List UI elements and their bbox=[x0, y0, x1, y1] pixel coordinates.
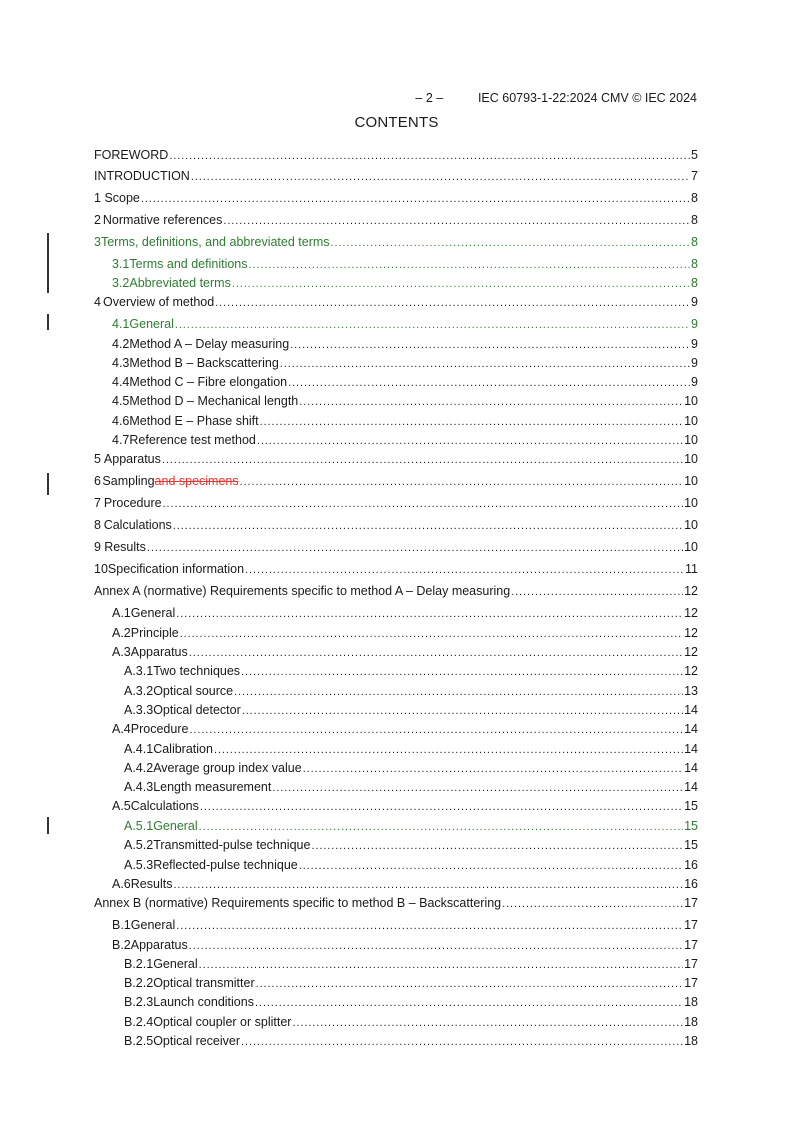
dot-leader bbox=[173, 519, 683, 533]
dot-leader bbox=[272, 781, 683, 795]
toc-entry-number: A.3.2 bbox=[124, 684, 154, 698]
toc-entry-page: 8 bbox=[691, 257, 698, 271]
dot-leader bbox=[260, 415, 683, 429]
toc-entry-title: Optical source bbox=[153, 684, 234, 698]
toc-entry-page: 8 bbox=[691, 235, 698, 249]
toc-entry[interactable] bbox=[94, 1014, 698, 1030]
dot-leader bbox=[299, 395, 683, 409]
toc-entry-number: A.3.3 bbox=[124, 703, 154, 717]
dot-leader bbox=[214, 743, 683, 757]
dot-leader bbox=[290, 338, 690, 352]
toc-entry-title: Normative references bbox=[102, 213, 223, 227]
toc-entry-number: 1 bbox=[94, 191, 101, 205]
change-bar bbox=[47, 314, 49, 330]
toc-entry-number: 10 bbox=[94, 562, 108, 576]
dot-leader bbox=[502, 897, 683, 911]
toc-entry-number: 5 bbox=[94, 452, 101, 466]
toc-entry[interactable] bbox=[94, 683, 698, 699]
toc-entry[interactable] bbox=[94, 760, 698, 776]
toc-entry-page: 10 bbox=[684, 518, 698, 532]
toc-entry-title: Method C – Fibre elongation bbox=[129, 375, 288, 389]
toc-entry-number: A.5 bbox=[112, 799, 131, 813]
toc-entry-page: 8 bbox=[691, 213, 698, 227]
toc-entry[interactable] bbox=[94, 937, 698, 953]
toc-entry-title: Optical receiver bbox=[153, 1034, 241, 1048]
toc-entry-page: 8 bbox=[691, 276, 698, 290]
toc-entry-number: 3 bbox=[94, 235, 101, 249]
toc-entry-number: B.1 bbox=[112, 918, 131, 932]
toc-entry-title: Optical coupler or splitter bbox=[153, 1015, 292, 1029]
toc-entry[interactable] bbox=[94, 702, 698, 718]
toc-entry[interactable] bbox=[94, 234, 698, 250]
toc-entry-number: A.4 bbox=[112, 722, 131, 736]
toc-entry-number: A.5.3 bbox=[124, 858, 154, 872]
toc-entry-page: 14 bbox=[684, 703, 698, 717]
toc-entry-title: Annex A (normative) Requirements specific to method A – Delay measuring bbox=[94, 584, 511, 598]
toc-entry-title: Reference test method bbox=[129, 433, 256, 447]
dot-leader bbox=[299, 859, 683, 873]
toc-entry[interactable] bbox=[94, 212, 698, 228]
toc-entry-number: 4.2 bbox=[112, 337, 130, 351]
toc-entry[interactable] bbox=[94, 393, 698, 409]
toc-entry[interactable] bbox=[94, 663, 698, 679]
dot-leader bbox=[331, 236, 691, 250]
toc-entry-title: Method A – Delay measuring bbox=[129, 337, 290, 351]
toc-entry[interactable] bbox=[94, 294, 698, 310]
toc-entry-title: Specification information bbox=[107, 562, 245, 576]
toc-entry-number: 8 bbox=[94, 518, 101, 532]
toc-entry-number: A.4.2 bbox=[124, 761, 154, 775]
table-of-contents bbox=[94, 0, 698, 1122]
dot-leader bbox=[256, 977, 683, 991]
toc-entry-number: B.2.4 bbox=[124, 1015, 154, 1029]
toc-entry[interactable] bbox=[94, 539, 698, 555]
toc-entry[interactable] bbox=[94, 275, 698, 291]
toc-entry-title: Procedure bbox=[103, 496, 162, 510]
toc-entry-number: 4.3 bbox=[112, 356, 130, 370]
dot-leader bbox=[292, 1016, 683, 1030]
toc-entry[interactable] bbox=[94, 994, 698, 1010]
dot-leader bbox=[189, 939, 683, 953]
dot-leader bbox=[241, 665, 683, 679]
toc-entry-number: 4.4 bbox=[112, 375, 130, 389]
dot-leader bbox=[234, 685, 683, 699]
toc-entry-title: Optical transmitter bbox=[153, 976, 255, 990]
change-bar bbox=[47, 233, 49, 293]
document-id: IEC 60793-1-22:2024 CMV © IEC 2024 bbox=[477, 91, 697, 105]
dot-leader bbox=[249, 258, 691, 272]
toc-entry[interactable] bbox=[94, 583, 698, 599]
deleted-text: and specimens bbox=[154, 474, 239, 488]
toc-entry-page: 10 bbox=[684, 540, 698, 554]
toc-entry-title: Annex B (normative) Requirements specific to method B – Backscattering bbox=[94, 896, 502, 910]
toc-entry-page: 9 bbox=[691, 295, 698, 309]
toc-entry-page: 18 bbox=[684, 1015, 698, 1029]
dot-leader bbox=[223, 214, 690, 228]
toc-entry-page: 9 bbox=[691, 337, 698, 351]
toc-entry[interactable] bbox=[94, 876, 698, 892]
toc-entry-title: Calculations bbox=[103, 518, 172, 532]
toc-entry-page: 15 bbox=[684, 838, 698, 852]
toc-entry-page: 12 bbox=[684, 664, 698, 678]
toc-entry[interactable] bbox=[94, 625, 698, 641]
page-number: – 2 – bbox=[415, 91, 444, 105]
dot-leader bbox=[189, 646, 683, 660]
toc-entry-number: A.3.1 bbox=[124, 664, 154, 678]
toc-entry[interactable] bbox=[94, 355, 698, 371]
dot-leader bbox=[280, 357, 690, 371]
toc-entry-page: 17 bbox=[684, 976, 698, 990]
toc-entry-page: 15 bbox=[684, 799, 698, 813]
toc-entry-title: Principle bbox=[130, 626, 179, 640]
toc-entry[interactable] bbox=[94, 644, 698, 660]
toc-entry-number: B.2.3 bbox=[124, 995, 154, 1009]
toc-entry-title: Method D – Mechanical length bbox=[129, 394, 299, 408]
toc-entry-title: Two techniques bbox=[153, 664, 241, 678]
toc-entry[interactable] bbox=[94, 374, 698, 390]
toc-entry-number: B.2.2 bbox=[124, 976, 154, 990]
dot-leader bbox=[180, 627, 683, 641]
toc-entry-page: 10 bbox=[684, 414, 698, 428]
toc-entry-title: Launch conditions bbox=[153, 995, 254, 1009]
toc-entry-title: General bbox=[153, 819, 198, 833]
toc-entry-title: Apparatus bbox=[130, 645, 188, 659]
toc-entry-number: 3.2 bbox=[112, 276, 130, 290]
dot-leader bbox=[147, 541, 683, 555]
dot-leader bbox=[232, 277, 690, 291]
toc-entry[interactable] bbox=[94, 741, 698, 757]
toc-entry-title: FOREWORD bbox=[94, 148, 169, 162]
toc-entry-title: Overview of method bbox=[103, 295, 215, 309]
toc-entry[interactable] bbox=[94, 857, 698, 873]
toc-entry-title: Scope bbox=[104, 191, 140, 205]
toc-entry[interactable] bbox=[94, 975, 698, 991]
toc-entry-title: Length measurement bbox=[153, 780, 272, 794]
toc-entry[interactable] bbox=[94, 605, 698, 621]
toc-entry-page: 5 bbox=[691, 148, 698, 162]
dot-leader bbox=[311, 839, 683, 853]
dot-leader bbox=[199, 820, 683, 834]
toc-entry[interactable] bbox=[94, 316, 698, 332]
dot-leader bbox=[288, 376, 690, 390]
toc-entry-title: Results bbox=[104, 540, 146, 554]
toc-entry-number: A.2 bbox=[112, 626, 131, 640]
toc-entry-number: 4.1 bbox=[112, 317, 130, 331]
toc-entry-title: Method E – Phase shift bbox=[129, 414, 259, 428]
page-title: CONTENTS bbox=[354, 114, 439, 131]
toc-entry-page: 14 bbox=[684, 780, 698, 794]
toc-entry-number: 3.1 bbox=[112, 257, 130, 271]
toc-entry-page: 14 bbox=[684, 722, 698, 736]
toc-entry-number: 7 bbox=[94, 496, 101, 510]
toc-entry[interactable] bbox=[94, 413, 698, 429]
toc-entry-title: Results bbox=[130, 877, 173, 891]
toc-entry[interactable] bbox=[94, 451, 698, 467]
toc-entry[interactable] bbox=[94, 336, 698, 352]
toc-entry[interactable] bbox=[94, 917, 698, 933]
toc-entry[interactable] bbox=[94, 779, 698, 795]
toc-entry[interactable] bbox=[94, 895, 698, 911]
toc-entry-page: 14 bbox=[684, 761, 698, 775]
toc-entry-title: Calibration bbox=[153, 742, 213, 756]
toc-entry-number: A.5.2 bbox=[124, 838, 154, 852]
toc-entry-title: Optical detector bbox=[153, 703, 241, 717]
toc-entry[interactable] bbox=[94, 721, 698, 737]
dot-leader bbox=[191, 170, 690, 184]
dot-leader bbox=[199, 958, 683, 972]
dot-leader bbox=[303, 762, 683, 776]
toc-entry-number: B.2.1 bbox=[124, 957, 154, 971]
dot-leader bbox=[215, 296, 690, 310]
toc-entry-page: 16 bbox=[684, 858, 698, 872]
toc-entry-page: 10 bbox=[684, 452, 698, 466]
toc-entry-title: Terms, definitions, and abbreviated terms bbox=[100, 235, 330, 249]
dot-leader bbox=[162, 453, 683, 467]
toc-entry[interactable] bbox=[94, 517, 698, 533]
toc-entry-page: 12 bbox=[684, 626, 698, 640]
toc-entry-title: INTRODUCTION bbox=[94, 169, 190, 183]
toc-entry-number: A.3 bbox=[112, 645, 131, 659]
toc-entry-number: 4 bbox=[94, 295, 101, 309]
dot-leader bbox=[257, 434, 683, 448]
toc-entry-title: Abbreviated terms bbox=[129, 276, 231, 290]
toc-entry-title: General bbox=[129, 317, 174, 331]
toc-entry-number: 4.6 bbox=[112, 414, 130, 428]
toc-entry-page: 9 bbox=[691, 375, 698, 389]
toc-entry-page: 9 bbox=[691, 317, 698, 331]
toc-entry[interactable] bbox=[94, 1033, 698, 1049]
toc-entry[interactable] bbox=[94, 956, 698, 972]
toc-entry-number: 6 bbox=[94, 474, 101, 488]
dot-leader bbox=[141, 192, 690, 206]
toc-entry[interactable] bbox=[94, 432, 698, 448]
toc-entry-number: 4.7 bbox=[112, 433, 130, 447]
dot-leader bbox=[189, 723, 683, 737]
toc-entry-page: 17 bbox=[684, 957, 698, 971]
dot-leader bbox=[240, 475, 683, 489]
dot-leader bbox=[511, 585, 683, 599]
toc-entry-title: Calculations bbox=[130, 799, 199, 813]
dot-leader bbox=[163, 497, 684, 511]
toc-entry-page: 7 bbox=[691, 169, 698, 183]
toc-entry[interactable] bbox=[94, 147, 698, 163]
toc-entry-page: 10 bbox=[684, 474, 698, 488]
toc-entry-title: Procedure bbox=[130, 722, 189, 736]
toc-entry-number: A.6 bbox=[112, 877, 131, 891]
toc-entry[interactable] bbox=[94, 561, 698, 577]
toc-entry[interactable] bbox=[94, 168, 698, 184]
toc-entry-title: Terms and definitions bbox=[129, 257, 248, 271]
toc-entry-page: 17 bbox=[684, 918, 698, 932]
dot-leader bbox=[255, 996, 683, 1010]
toc-entry[interactable] bbox=[94, 798, 698, 814]
toc-entry-page: 11 bbox=[685, 562, 698, 576]
toc-entry-page: 17 bbox=[684, 896, 698, 910]
toc-entry-number: 9 bbox=[94, 540, 101, 554]
toc-entry-page: 15 bbox=[684, 819, 698, 833]
toc-entry-page: 12 bbox=[684, 584, 698, 598]
toc-entry-page: 12 bbox=[684, 645, 698, 659]
toc-entry-number: A.1 bbox=[112, 606, 131, 620]
toc-entry-number: B.2 bbox=[112, 938, 131, 952]
toc-entry-title: Apparatus bbox=[130, 938, 188, 952]
toc-entry-page: 18 bbox=[684, 1034, 698, 1048]
toc-entry-page: 16 bbox=[684, 877, 698, 891]
toc-entry-number: A.5.1 bbox=[124, 819, 154, 833]
dot-leader bbox=[241, 1035, 683, 1049]
dot-leader bbox=[169, 149, 690, 163]
toc-entry-page: 17 bbox=[684, 938, 698, 952]
toc-entry-title: Average group index value bbox=[153, 761, 302, 775]
toc-entry-title: Sampling bbox=[102, 474, 155, 488]
toc-entry[interactable] bbox=[94, 837, 698, 853]
dot-leader bbox=[175, 318, 690, 332]
toc-entry-page: 10 bbox=[684, 394, 698, 408]
toc-entry-title: Method B – Backscattering bbox=[129, 356, 279, 370]
dot-leader bbox=[200, 800, 683, 814]
toc-entry-page: 10 bbox=[684, 433, 698, 447]
dot-leader bbox=[173, 878, 683, 892]
toc-entry[interactable] bbox=[94, 256, 698, 272]
toc-entry-number: 4.5 bbox=[112, 394, 130, 408]
toc-entry-title: Transmitted-pulse technique bbox=[153, 838, 311, 852]
toc-entry-number: A.4.3 bbox=[124, 780, 154, 794]
change-bar bbox=[47, 473, 49, 495]
toc-entry-number: A.4.1 bbox=[124, 742, 154, 756]
toc-entry[interactable] bbox=[94, 495, 698, 511]
toc-entry[interactable] bbox=[94, 190, 698, 206]
toc-entry[interactable] bbox=[94, 473, 698, 489]
dot-leader bbox=[176, 919, 683, 933]
toc-entry-page: 9 bbox=[691, 356, 698, 370]
toc-entry-title: Reflected-pulse technique bbox=[153, 858, 298, 872]
toc-entry-title: General bbox=[153, 957, 198, 971]
toc-entry-page: 10 bbox=[684, 496, 698, 510]
toc-entry-number: 2 bbox=[94, 213, 101, 227]
toc-entry-page: 14 bbox=[684, 742, 698, 756]
change-bar bbox=[47, 817, 49, 834]
toc-entry-title: Apparatus bbox=[103, 452, 161, 466]
toc-entry-title: General bbox=[130, 606, 176, 620]
dot-leader bbox=[176, 607, 683, 621]
toc-entry-title: General bbox=[130, 918, 176, 932]
toc-entry-page: 18 bbox=[684, 995, 698, 1009]
dot-leader bbox=[245, 563, 684, 577]
toc-entry-page: 8 bbox=[691, 191, 698, 205]
toc-entry-page: 13 bbox=[684, 684, 698, 698]
dot-leader bbox=[242, 704, 683, 718]
toc-entry[interactable] bbox=[94, 818, 698, 834]
toc-entry-page: 12 bbox=[684, 606, 698, 620]
toc-entry-number: B.2.5 bbox=[124, 1034, 154, 1048]
